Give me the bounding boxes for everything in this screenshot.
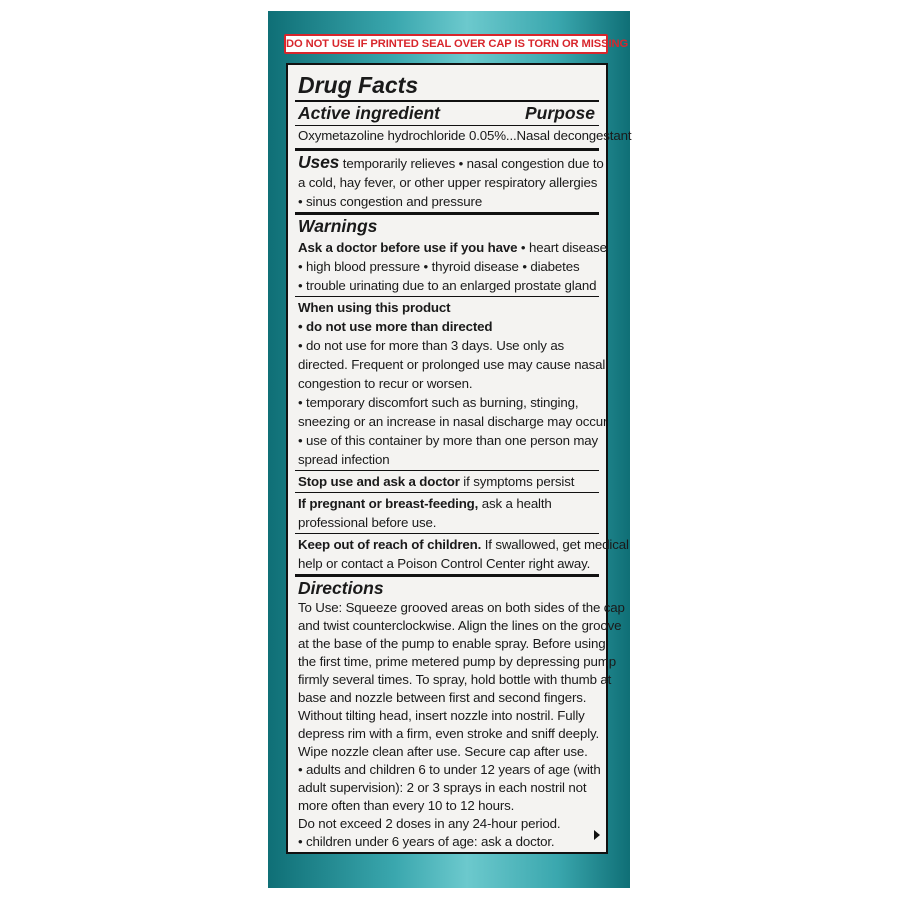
directions-line: firmly several times. To spray, hold bottle with thumb at	[298, 672, 612, 687]
divider	[295, 212, 599, 215]
divider	[295, 533, 599, 534]
when-using-line-2: directed. Frequent or prolonged use may cause nasal	[298, 357, 606, 372]
keep-out-line-1: Keep out of reach of children. If swallowed, get medical	[298, 537, 629, 552]
ask-doctor-line-2: • high blood pressure • thyroid disease • diabetes	[298, 259, 580, 274]
when-using-heading: When using this product	[298, 300, 451, 315]
directions-line: more often than every 10 to 12 hours.	[298, 798, 515, 813]
divider	[295, 100, 599, 102]
pregnant-line-1: If pregnant or breast-feeding, ask a health	[298, 496, 552, 511]
uses-line-1: Uses temporarily relieves • nasal congestion due to	[298, 152, 604, 172]
active-ingredient-heading: Active ingredient	[298, 103, 440, 123]
drug-facts-title: Drug Facts	[298, 72, 419, 98]
continue-arrow-icon	[594, 830, 600, 840]
directions-line: at the base of the pump to enable spray. Before using	[298, 636, 606, 651]
divider	[295, 148, 599, 151]
ask-doctor-line-3: • trouble urinating due to an enlarged prostate gland	[298, 278, 597, 293]
when-using-line-5: sneezing or an increase in nasal discharge may occur	[298, 414, 608, 429]
when-using-line-7: spread infection	[298, 452, 390, 467]
directions-line: • adults and children 6 to under 12 years of age (with	[298, 762, 601, 777]
directions-line: and twist counterclockwise. Align the lines on the groove	[298, 618, 622, 633]
divider	[295, 492, 599, 493]
directions-line: Wipe nozzle clean after use. Secure cap after use.	[298, 744, 588, 759]
directions-line: base and nozzle between first and second fingers.	[298, 690, 587, 705]
uses-line-3: • sinus congestion and pressure	[298, 194, 483, 209]
uses-heading: Uses	[298, 152, 340, 172]
seal-warning-banner: DO NOT USE IF PRINTED SEAL OVER CAP IS TORN OR MISSING	[284, 34, 608, 54]
keep-out-line-2: help or contact a Poison Control Center right away.	[298, 556, 591, 571]
divider	[295, 296, 599, 297]
active-ingredient-line: Oxymetazoline hydrochloride 0.05%...Nasal decongestant	[298, 128, 632, 143]
warnings-heading: Warnings	[298, 216, 378, 236]
stop-use-line: Stop use and ask a doctor if symptoms persist	[298, 474, 575, 489]
when-using-line-3: congestion to recur or worsen.	[298, 376, 473, 391]
drug-facts-panel	[286, 63, 632, 854]
when-using-line-4: • temporary discomfort such as burning, stinging,	[298, 395, 579, 410]
divider	[295, 470, 599, 471]
directions-line: depress rim with a firm, even stroke and sniff deeply.	[298, 726, 600, 741]
directions-line: Without tilting head, insert nozzle into nostril. Fully	[298, 708, 585, 723]
directions-line: the first time, prime metered pump by depressing pump	[298, 654, 616, 669]
directions-line: Do not exceed 2 doses in any 24-hour period.	[298, 816, 561, 831]
directions-line: • children under 6 years of age: ask a doctor.	[298, 834, 555, 849]
when-using-bold-line: • do not use more than directed	[298, 319, 493, 334]
directions-line: To Use: Squeeze grooved areas on both sides of the cap	[298, 600, 625, 615]
when-using-line-6: • use of this container by more than one person may	[298, 433, 599, 448]
purpose-heading: Purpose	[524, 103, 595, 123]
ask-doctor-line-1: Ask a doctor before use if you have • heart disease	[298, 240, 607, 255]
pregnant-line-2: professional before use.	[298, 515, 437, 530]
when-using-line-1: • do not use for more than 3 days. Use only as	[298, 338, 565, 353]
uses-line-2: a cold, hay fever, or other upper respiratory allergies	[298, 175, 598, 190]
directions-heading: Directions	[298, 578, 384, 598]
directions-line: adult supervision): 2 or 3 sprays in each nostril not	[298, 780, 587, 795]
divider	[295, 574, 599, 577]
